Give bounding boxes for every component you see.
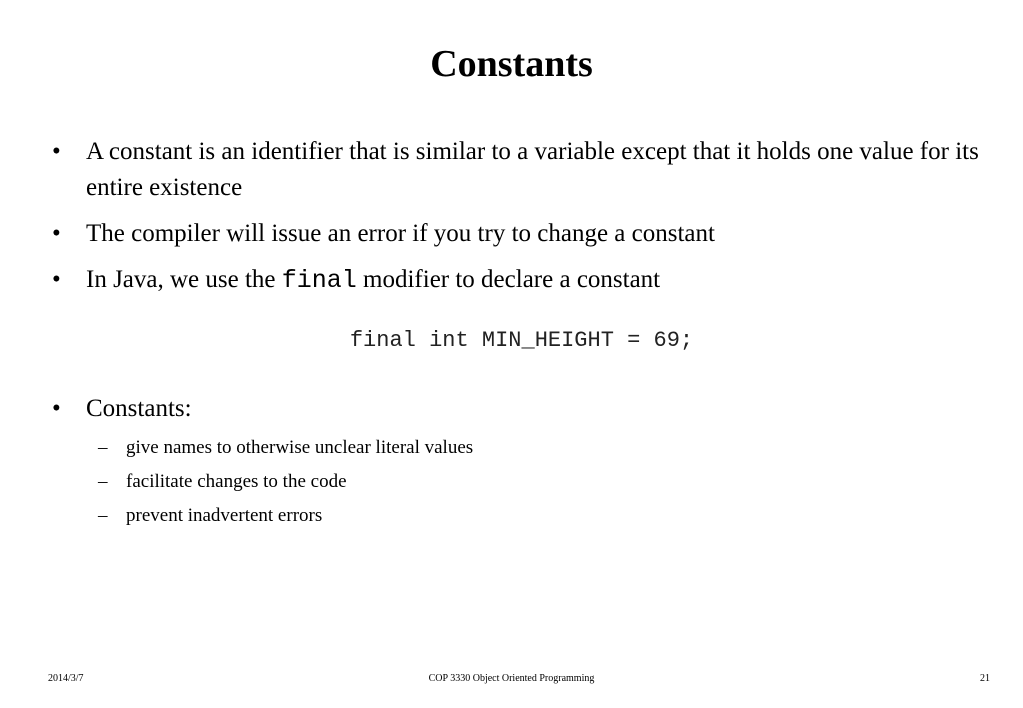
footer-date: 2014/3/7 [48, 673, 84, 684]
bullet-text: The compiler will issue an error if you try to change a constant [86, 220, 715, 247]
footer-page-number: 21 [980, 673, 990, 684]
bullet-text: Constants: [86, 395, 192, 422]
bullet-icon: • [52, 220, 61, 247]
bullet-item-constant-definition [50, 134, 1010, 206]
slide-title: Constants [430, 43, 593, 85]
bullet-item-compiler-error [50, 216, 1010, 252]
sub-bullet-text: give names to otherwise unclear literal values [126, 437, 474, 458]
sub-bullet-text: prevent inadvertent errors [126, 505, 323, 526]
dash-icon: – [98, 437, 108, 458]
bullet-icon: • [52, 395, 61, 422]
bullet-item-final-modifier [50, 262, 1010, 299]
inline-code-final: final [281, 266, 357, 295]
bullet-text-after: modifier to declare a constant [356, 266, 661, 293]
bullet-icon: • [52, 266, 61, 293]
sub-bullet-item [86, 465, 1010, 499]
dash-icon: – [98, 505, 108, 526]
code-example: final int MIN_HEIGHT = 69; [349, 328, 694, 353]
constants-list [50, 391, 1010, 543]
sub-bullet-item [86, 499, 1010, 533]
footer-course: COP 3330 Object Oriented Programming [428, 673, 595, 684]
sub-bullet-text: facilitate changes to the code [126, 471, 347, 492]
sub-bullet-list [86, 431, 1010, 533]
bullet-icon: • [52, 138, 61, 165]
bullet-text: A constant is an identifier that is similar to a variable except that it holds one value for its entire existence [86, 138, 979, 201]
bullet-item-constants [50, 391, 1010, 533]
sub-bullet-item [86, 431, 1010, 465]
bullet-list [50, 134, 1010, 309]
dash-icon: – [98, 471, 108, 492]
bullet-text-before: In Java, we use the [86, 266, 282, 293]
